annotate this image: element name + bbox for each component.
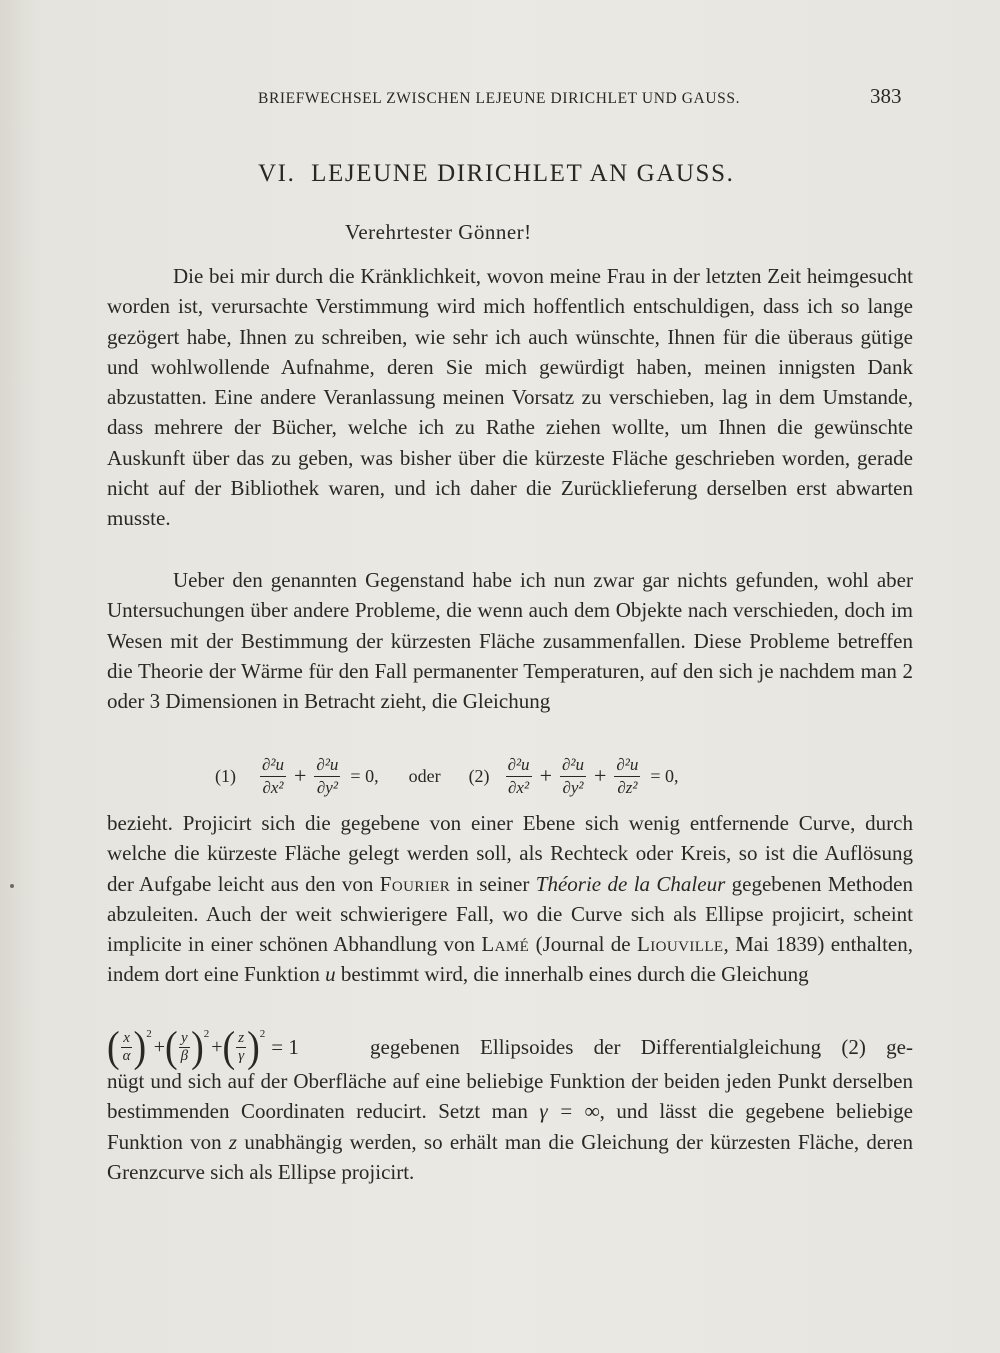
exponent: 2: [259, 1028, 266, 1040]
right-paren: ): [133, 1022, 147, 1072]
right-paren: ): [247, 1022, 260, 1072]
equals-one: = 1: [271, 1034, 299, 1059]
author-fourier: Fourier: [379, 871, 451, 896]
paragraph-3: [107, 808, 913, 990]
plus-sign: +: [294, 763, 307, 788]
fraction-denominator: ∂y²: [562, 777, 584, 797]
fraction-d2u-dx2: [506, 755, 532, 798]
paragraph-3-text: bestimmt wird, die innerhalb eines durch die Gleichung: [335, 962, 809, 987]
exponent: 2: [203, 1028, 210, 1040]
left-paren: (: [107, 1022, 120, 1072]
ellipsoid-line-text: gegebenen Ellipsoides der Differentialgleichung (2) ge-: [370, 1035, 913, 1059]
fraction-denominator: ∂y²: [316, 777, 338, 797]
plus-sign: +: [539, 763, 552, 788]
book-title: Théorie de la Chaleur: [535, 871, 726, 896]
fraction-denominator: α: [122, 1047, 131, 1064]
display-equation: [215, 748, 679, 804]
paragraph-3-text: , Mai 1839) enthalten, indem dort eine Funktion: [107, 932, 913, 987]
fraction-denominator: β: [180, 1047, 189, 1064]
plus-sign: +: [593, 763, 607, 788]
fraction-denominator: ∂x²: [262, 777, 284, 797]
right-paren: ): [191, 1022, 204, 1072]
fraction-numerator: ∂²u: [260, 755, 286, 777]
fraction-numerator: y: [181, 1029, 188, 1046]
margin-mark: [10, 884, 14, 888]
fraction-numerator: ∂²u: [560, 755, 586, 777]
exponent: 2: [146, 1028, 152, 1040]
paragraph-3-text: bezieht. Projicirt sich die gegebene von einer Ebene sich wenig entfernende Curve, durch welche die kürzeste Fläche gelegt werden soll, als Rechteck oder Kreis, so ist die Auflösung der Aufgabe leicht aus den von: [107, 811, 913, 896]
journal-liouville: Liouville: [637, 932, 724, 957]
fraction-x-alpha: [121, 1030, 133, 1065]
paragraph-4: [107, 1066, 913, 1187]
fraction-numerator: ∂²u: [614, 755, 640, 777]
running-head: BRIEFWECHSEL ZWISCHEN LEJEUNE DIRICHLET UND GAUSS.: [258, 90, 741, 107]
fraction-y-beta: [179, 1030, 190, 1065]
fraction-d2u-dy2: [560, 755, 586, 798]
paragraph-3-text: in seiner: [450, 871, 536, 896]
paragraph-4-text: , und lässt die gegebene beliebige Funktion von: [107, 1099, 913, 1154]
page-number: 383: [870, 84, 902, 108]
variable-u: u: [325, 962, 336, 987]
ellipsoid-equation: [107, 1022, 305, 1072]
plus-sign: +: [211, 1035, 223, 1058]
variable-z: z: [228, 1129, 238, 1154]
gamma-infinity: γ = ∞: [539, 1099, 600, 1124]
left-paren: (: [222, 1022, 236, 1072]
paragraph-1: Die bei mir durch die Kränklichkeit, wovon meine Frau in der letzten Zeit heimgesucht worden ist, verursachte Verstimmung wird mich hoffentlich entschuldigen, dass ich so lange gezögert habe, Ihnen zu schreiben, wie sehr ich auch wünschte, Ihnen für die überaus gütige und wohlwollende Aufnahme, deren Sie mich gewürdigt haben, meinen innigsten Dank abzustatten. Eine andere Veranlassung meinen Vorsatz zu verschieben, lag in dem Umstande, dass mehrere der Bücher, welche ich zu Rathe ziehen wollte, um Ihnen die gewünschte Auskunft über das zu geben, was bisher über die kürzeste Fläche geschrieben worden, gerade nicht auf der Bibliothek waren, und ich daher die Zurücklieferung derselben erst abwarten musste.: [107, 264, 913, 531]
paragraph-4-text: nügt und sich auf der Oberfläche auf eine beliebige Funktion der beiden jeden Punkt derselben bestimmenden Coordinaten reducirt. Setzt man: [107, 1069, 913, 1124]
fraction-d2u-dy2: [314, 755, 340, 798]
equation-label-1: (1): [215, 765, 236, 786]
fraction-denominator: ∂z²: [617, 777, 638, 797]
word-oder: oder: [408, 765, 441, 786]
left-paren: (: [164, 1022, 178, 1072]
equals-zero: = 0,: [650, 765, 679, 786]
fraction-numerator: x: [123, 1029, 130, 1046]
fraction-numerator: ∂²u: [314, 755, 340, 777]
paragraph-4-text: unabhängig werden, so erhält man die Gleichung der kürzesten Fläche, deren Grenzcurve sich als Ellipse projicirt.: [107, 1129, 913, 1184]
salutation: Verehrtester Gönner!: [345, 220, 532, 244]
section-title: VI. LEJEUNE DIRICHLET AN GAUSS.: [258, 160, 735, 187]
paragraph-3-text: gegebenen Methoden abzuleiten. Auch der weit schwierigere Fall, wo die Curve sich als Ellipse projicirt, scheint implicite in einer schönen Abhandlung von: [107, 871, 913, 957]
fraction-d2u-dx2: [260, 755, 286, 798]
plus-sign: +: [153, 1035, 165, 1058]
fraction-denominator: ∂x²: [508, 777, 530, 797]
author-lame: Lamé: [481, 932, 530, 957]
paragraph-3-text: (Journal de: [529, 932, 638, 957]
equals-zero: = 0,: [350, 765, 379, 786]
fraction-numerator: ∂²u: [506, 755, 532, 777]
paragraph-2: Ueber den genannten Gegenstand habe ich nun zwar gar nichts gefunden, wohl aber Untersuchungen über andere Probleme, die wenn auch dem Objekte nach verschieden, doch im Wesen mit der Bestimmung der kürzesten Fläche zusammenfallen. Diese Probleme betreffen die Theorie der Wärme für den Fall permanenter Temperaturen, auf den sich je nachdem man 2 oder 3 Dimensionen in Betracht zieht, die Gleichung: [107, 568, 913, 714]
fraction-denominator: γ: [238, 1047, 245, 1064]
fraction-z-gamma: [236, 1030, 246, 1065]
equation-label-2: (2): [468, 765, 490, 786]
fraction-d2u-dz2: [614, 755, 640, 798]
fraction-numerator: z: [238, 1029, 245, 1046]
